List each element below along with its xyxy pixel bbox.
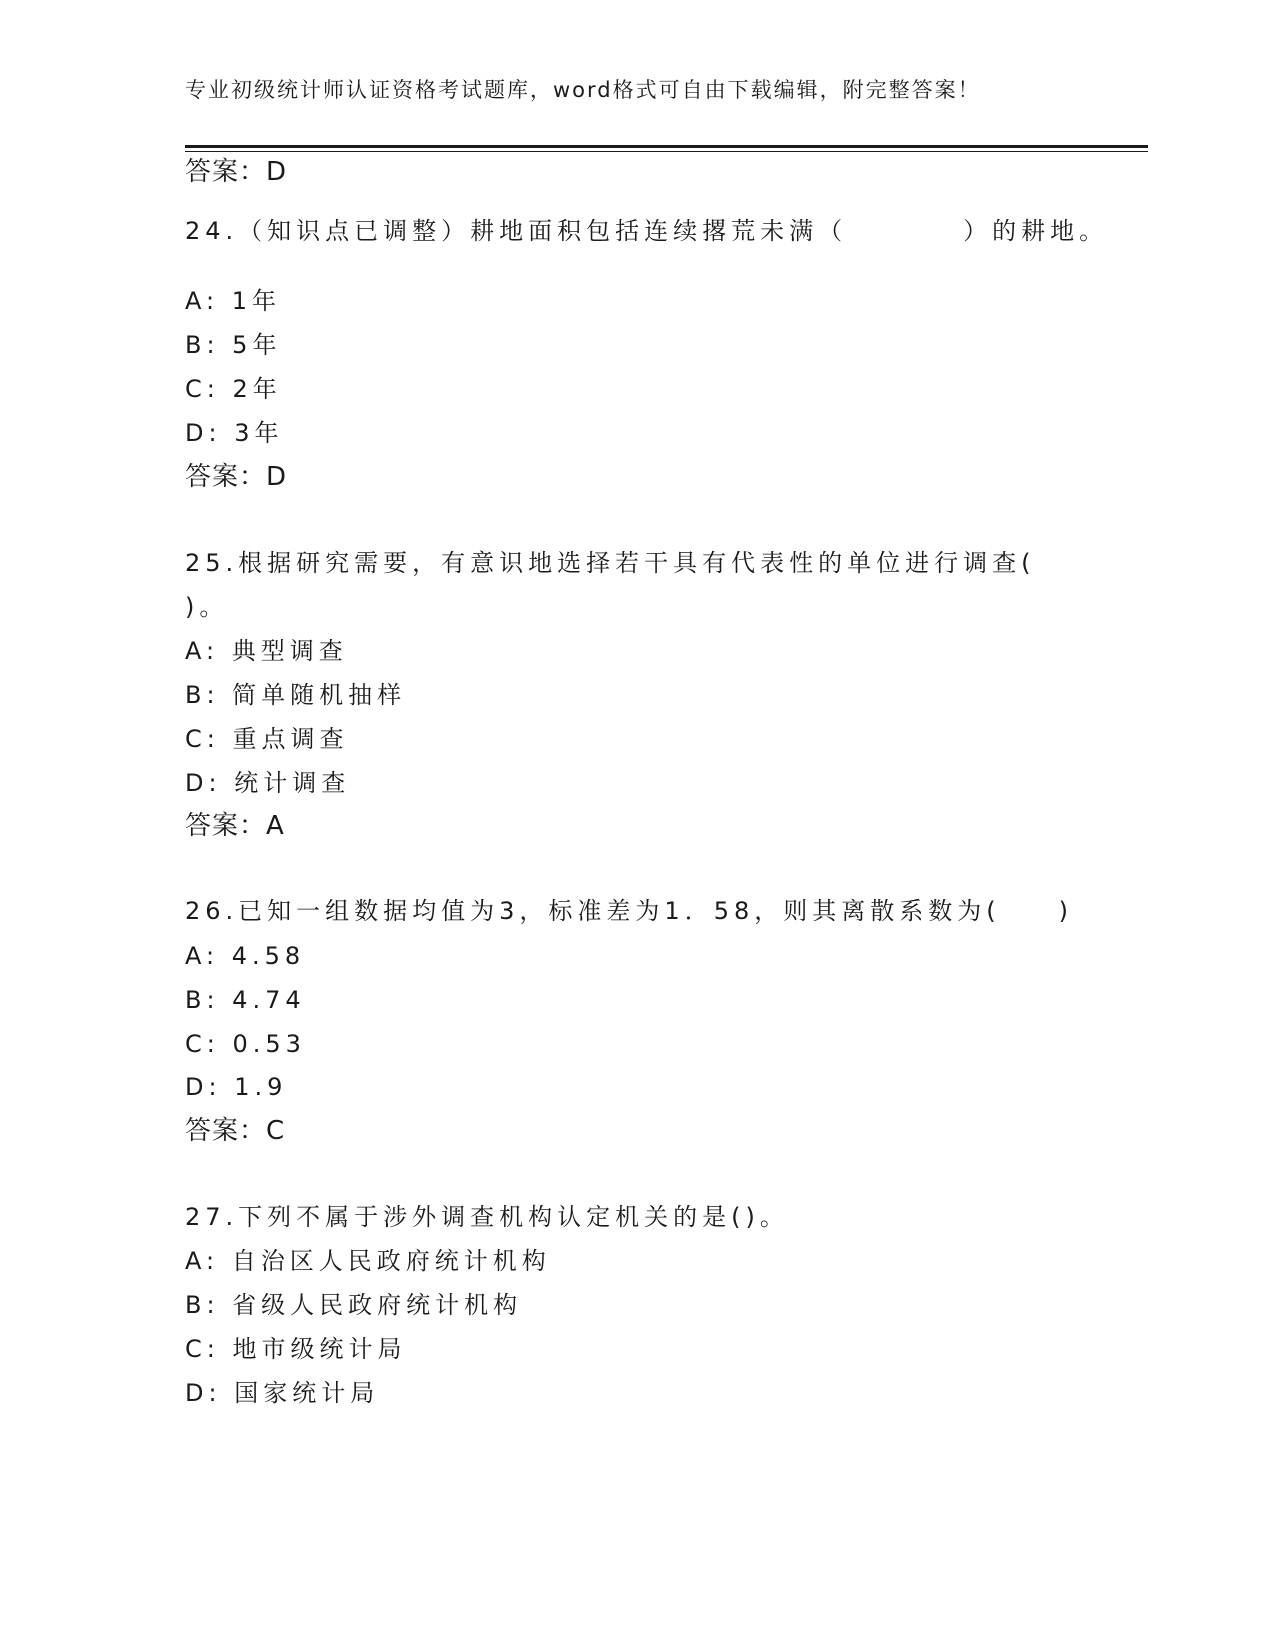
option-b: B: 4.74 bbox=[185, 986, 306, 1014]
option-d: D: 1.9 bbox=[185, 1073, 288, 1101]
question-stem-continued: )。 bbox=[185, 593, 229, 621]
option-d: D: 国家统计局 bbox=[185, 1379, 380, 1407]
header-rule-thin bbox=[185, 151, 1148, 152]
option-c: C: 地市级统计局 bbox=[185, 1335, 407, 1363]
option-c: C: 0.53 bbox=[185, 1030, 306, 1058]
question-stem: 27.下列不属于涉外调查机构认定机关的是()。 bbox=[185, 1203, 789, 1231]
answer-line: 答案：C bbox=[185, 1116, 286, 1146]
option-a: A: 1年 bbox=[185, 287, 281, 315]
option-b: B: 简单随机抽样 bbox=[185, 681, 407, 709]
option-a: A: 典型调查 bbox=[185, 637, 348, 665]
option-b: B: 省级人民政府统计机构 bbox=[185, 1291, 523, 1319]
header-rule-thick bbox=[185, 145, 1148, 148]
question-stem: 25.根据研究需要，有意识地选择若干具有代表性的单位进行调查( bbox=[185, 549, 1036, 577]
question-stem: 26.已知一组数据均值为3，标准差为1．58，则其离散系数为( ) bbox=[185, 897, 1073, 925]
page-header: 专业初级统计师认证资格考试题库，word格式可自由下载编辑，附完整答案！ bbox=[185, 78, 981, 102]
option-c: C: 2年 bbox=[185, 375, 282, 403]
answer-line: 答案：A bbox=[185, 811, 285, 841]
answer-line: 答案：D bbox=[185, 157, 288, 187]
option-b: B: 5年 bbox=[185, 331, 282, 359]
question-stem: 24.（知识点已调整）耕地面积包括连续撂荒未满（ ）的耕地。 bbox=[185, 217, 1109, 245]
answer-line: 答案：D bbox=[185, 462, 288, 492]
option-c: C: 重点调查 bbox=[185, 725, 349, 753]
option-d: D: 3年 bbox=[185, 419, 284, 447]
option-a: A: 自治区人民政府统计机构 bbox=[185, 1247, 551, 1275]
option-a: A: 4.58 bbox=[185, 942, 306, 970]
option-d: D: 统计调查 bbox=[185, 769, 351, 797]
